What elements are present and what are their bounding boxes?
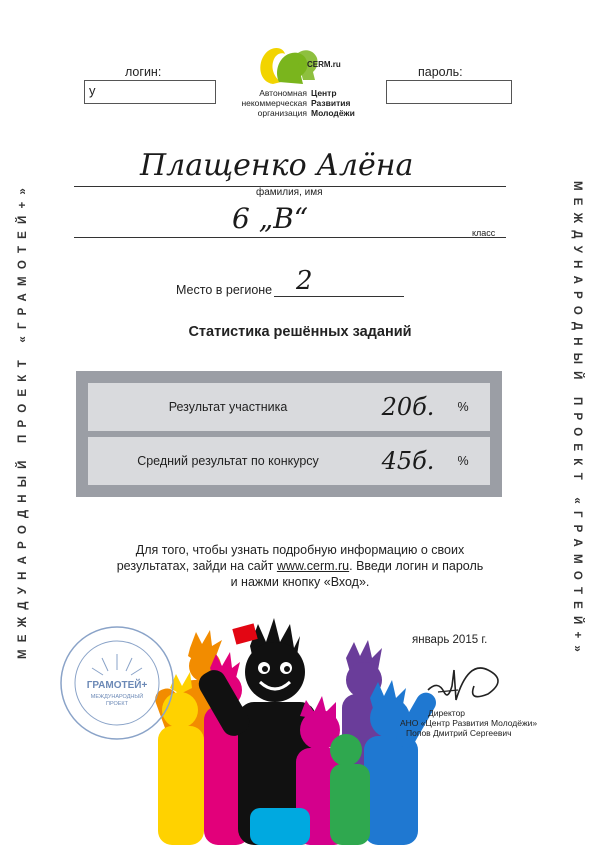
side-text-right: МЕЖДУНАРОДНЫЙ ПРОЕКТ «ГРАМОТЕЙ+» <box>571 180 584 660</box>
region-value: 2 <box>296 266 313 296</box>
stats-row-average <box>88 437 490 485</box>
signature <box>418 650 518 710</box>
student-class: 6 „В“ <box>232 202 309 235</box>
stamp <box>58 624 176 742</box>
stats-row-unit: % <box>457 454 469 468</box>
stats-row-label: Результат участника <box>168 400 288 414</box>
class-line <box>74 237 506 238</box>
name-caption: фамилия, имя <box>256 187 323 198</box>
password-label: пароль: <box>418 65 463 79</box>
side-text-left: МЕЖДУНАРОДНЫЙ ПРОЕКТ «ГРАМОТЕЙ+» <box>17 180 30 660</box>
login-label: логин: <box>125 65 162 79</box>
stats-row-value: 45б. <box>381 447 435 475</box>
director-org: АНО «Центр Развития Молодёжи» <box>400 718 538 728</box>
director-block <box>400 708 540 738</box>
director-name: Попов Дмитрий Сергеевич <box>406 728 512 738</box>
stamp-sub: МЕЖДУНАРОДНЫЙ ПРОЕКТ <box>90 694 144 707</box>
password-field <box>386 80 512 104</box>
date: январь 2015 г. <box>412 634 488 646</box>
stats-row-unit: % <box>457 400 469 414</box>
region-line <box>274 296 404 297</box>
info-text: Для того, чтобы узнать подробную информацию о своих результатах, зайди на сайт www.cerm.ru. Введи логин и пароль и нажми кнопку «Вход». <box>116 543 484 589</box>
login-field <box>84 80 216 104</box>
director-title: Директор <box>428 708 466 718</box>
region-label: Место в регионе <box>176 283 273 297</box>
student-name: Плащенко Алёна <box>140 148 414 183</box>
stats-row-label: Средний результат по конкурсу <box>137 454 319 468</box>
logo-org: Автономная некоммерческая организация <box>241 88 307 118</box>
class-caption: класс <box>472 228 496 238</box>
logo-center: Центр Развития Молодёжи <box>311 88 355 118</box>
stats-row-participant <box>88 383 490 431</box>
site-link[interactable]: www.cerm.ru <box>276 559 350 573</box>
cerm-logo <box>225 44 355 119</box>
stats-table <box>76 371 502 497</box>
stats-title: Статистика решённых заданий <box>188 324 412 340</box>
stats-row-value: 20б. <box>381 393 435 421</box>
login-value: у <box>89 83 96 98</box>
stamp-center: ГРАМОТЕЙ+ <box>86 680 148 691</box>
logo-brand: CERM.ru <box>307 60 341 69</box>
